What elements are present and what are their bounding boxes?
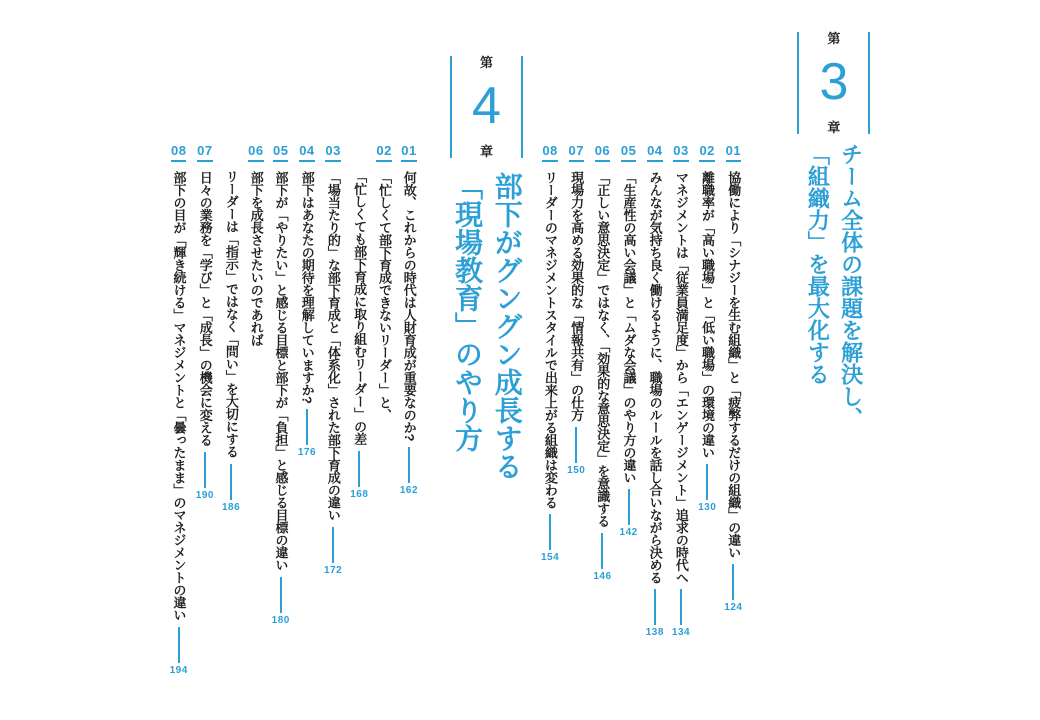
section-number: 07 (569, 143, 584, 162)
page-number: 150 (567, 464, 586, 476)
chapter-title-line: 「組織力」を最大化する (805, 143, 831, 385)
chapter-4-sections (170, 0, 418, 676)
section-number: 04 (647, 143, 662, 162)
chapter-4-title (451, 172, 522, 480)
section-number: 07 (197, 143, 212, 162)
leader-line (601, 533, 603, 569)
section-title: リーダーのマネジメントスタイルで出来上がる組織は変わる (542, 170, 558, 509)
toc-entry (298, 143, 316, 676)
toc-entry (272, 143, 290, 676)
section-title: 「忙しくても部下育成に取り組むリーダー」の差 (352, 170, 368, 445)
chapter-3-block (541, 0, 870, 638)
section-title: リーダーは「指示」ではなく「問い」を大切にする (223, 170, 239, 458)
section-title: 何故、これからの時代は人財育成が重要なのか? (401, 170, 417, 441)
marker-rule-right (521, 56, 523, 158)
toc-entry (593, 143, 611, 638)
chapter-suffix-label: 章 (827, 119, 841, 135)
marker-rule-left (450, 56, 452, 158)
leader-line (732, 564, 734, 600)
section-title: 離職率が「高い職場」と「低い職場」の環境の違い (700, 170, 715, 459)
section-number: 01 (401, 143, 416, 162)
section-number: 05 (621, 143, 636, 162)
chapter-prefix-label: 第 (827, 31, 841, 46)
page-number: 154 (540, 552, 560, 564)
section-number: 06 (248, 143, 263, 162)
leader-line (575, 427, 577, 463)
marker-rule-left (797, 32, 799, 134)
section-title: マネジメントは「従業員満足度」から「エンゲージメント」追求の時代へ (673, 170, 689, 584)
chapter-number: 4 (472, 77, 501, 136)
toc-entry (400, 143, 418, 676)
section-title: 「生産性の高い会議」と「ムダな会議」のやり方の違い (621, 170, 637, 484)
chapter-suffix-label: 章 (480, 143, 494, 159)
page-number: 172 (324, 564, 343, 576)
leader-line (654, 589, 656, 625)
toc-entry (170, 143, 188, 676)
section-title: 部下の目が「輝き続ける」マネジメントと「曇ったまま」のマネジメントの違い (171, 170, 187, 621)
toc-entry (350, 143, 392, 676)
section-number: 08 (542, 143, 557, 162)
page-number: 162 (399, 484, 419, 496)
section-number: 02 (699, 143, 714, 162)
chapter-3-marker (797, 32, 870, 134)
section-number: 04 (299, 143, 314, 162)
chapter-4-block (170, 0, 523, 676)
chapter-4-head (450, 0, 523, 480)
page-number: 186 (221, 501, 241, 513)
page-number: 194 (169, 664, 188, 676)
section-title: 現場力を高める効果的な「情報共有」の仕方 (569, 170, 585, 421)
leader-line (706, 464, 708, 500)
section-title: 協働により「シナジーを生む組織」と「疲弊するだけの組織」の違い (726, 170, 742, 559)
page-number: 138 (645, 627, 664, 639)
leader-line (178, 627, 180, 663)
leader-line (549, 514, 551, 550)
page-number: 168 (350, 489, 369, 500)
entry-first-line (248, 143, 263, 346)
toc-entry (698, 143, 716, 638)
toc-entry (541, 143, 559, 638)
page-number: 190 (195, 489, 214, 501)
page-number: 142 (619, 527, 638, 539)
section-title: 「忙しくて部下育成できないリーダー」と、 (376, 170, 392, 421)
chapter-number: 3 (819, 53, 849, 112)
leader-line (306, 409, 308, 445)
toc-entry (196, 143, 214, 676)
section-title: みんなが気持ち良く働けるように、職場のルールを話し合いながら決める (647, 170, 663, 584)
page-number: 146 (593, 570, 612, 582)
section-title: 部下が「やりたい」と感じる目標と部下が「負担」と感じる目標の違い (273, 170, 289, 571)
chapter-title-line: チーム全体の課題を解決し、 (838, 143, 864, 429)
chapter-4-marker (450, 56, 523, 158)
chapter-prefix-label: 第 (480, 55, 494, 70)
section-number: 03 (325, 143, 340, 162)
toc-entry (567, 143, 585, 638)
leader-line (280, 577, 282, 613)
leader-line (408, 447, 410, 483)
page-number: 180 (271, 614, 290, 626)
page-number: 134 (671, 627, 691, 639)
toc-entry (324, 143, 342, 676)
chapter-3-head (797, 0, 870, 429)
chapter-4-marker-core (472, 56, 501, 158)
leader-line (680, 589, 682, 625)
toc-entry (672, 143, 690, 638)
toc-entry (222, 143, 264, 676)
chapter-title-line: 「現場教育」のやり方 (452, 172, 483, 452)
chapter-title-line: 部下がグングン成長する (491, 172, 523, 480)
toc-entry (646, 143, 664, 638)
page-number: 124 (724, 602, 743, 614)
leader-line (628, 489, 630, 525)
section-title: 部下を成長させたいのであれば (248, 170, 264, 346)
entry-second-line (350, 143, 368, 500)
section-number: 02 (376, 143, 391, 162)
page-number: 176 (297, 447, 317, 459)
section-number: 01 (726, 143, 741, 162)
section-title: 部下はあなたの期待を理解していますか? (299, 170, 315, 404)
section-title: 「場当たり的」な部下育成と「体系化」された部下育成の違い (325, 170, 341, 521)
toc-entry (620, 143, 638, 638)
leader-line (204, 452, 206, 488)
section-number: 08 (171, 143, 186, 162)
chapter-3-sections (541, 0, 743, 638)
page-number: 130 (698, 502, 717, 514)
chapter-3-title (805, 143, 862, 429)
toc-entry (724, 143, 742, 638)
section-number: 06 (595, 143, 610, 162)
entry-first-line (376, 143, 391, 421)
section-title: 「正しい意思決定」ではなく、「効果的な意思決定」を意識する (595, 170, 611, 527)
section-number: 03 (673, 143, 688, 162)
leader-line (358, 451, 360, 487)
leader-line (332, 527, 334, 563)
entry-second-line (222, 143, 240, 513)
section-number: 05 (273, 143, 288, 162)
leader-line (230, 464, 232, 500)
section-title: 日々の業務を「学び」と「成長」の機会に変える (197, 170, 213, 446)
marker-rule-right (868, 32, 870, 134)
chapter-3-marker-core (819, 32, 848, 134)
